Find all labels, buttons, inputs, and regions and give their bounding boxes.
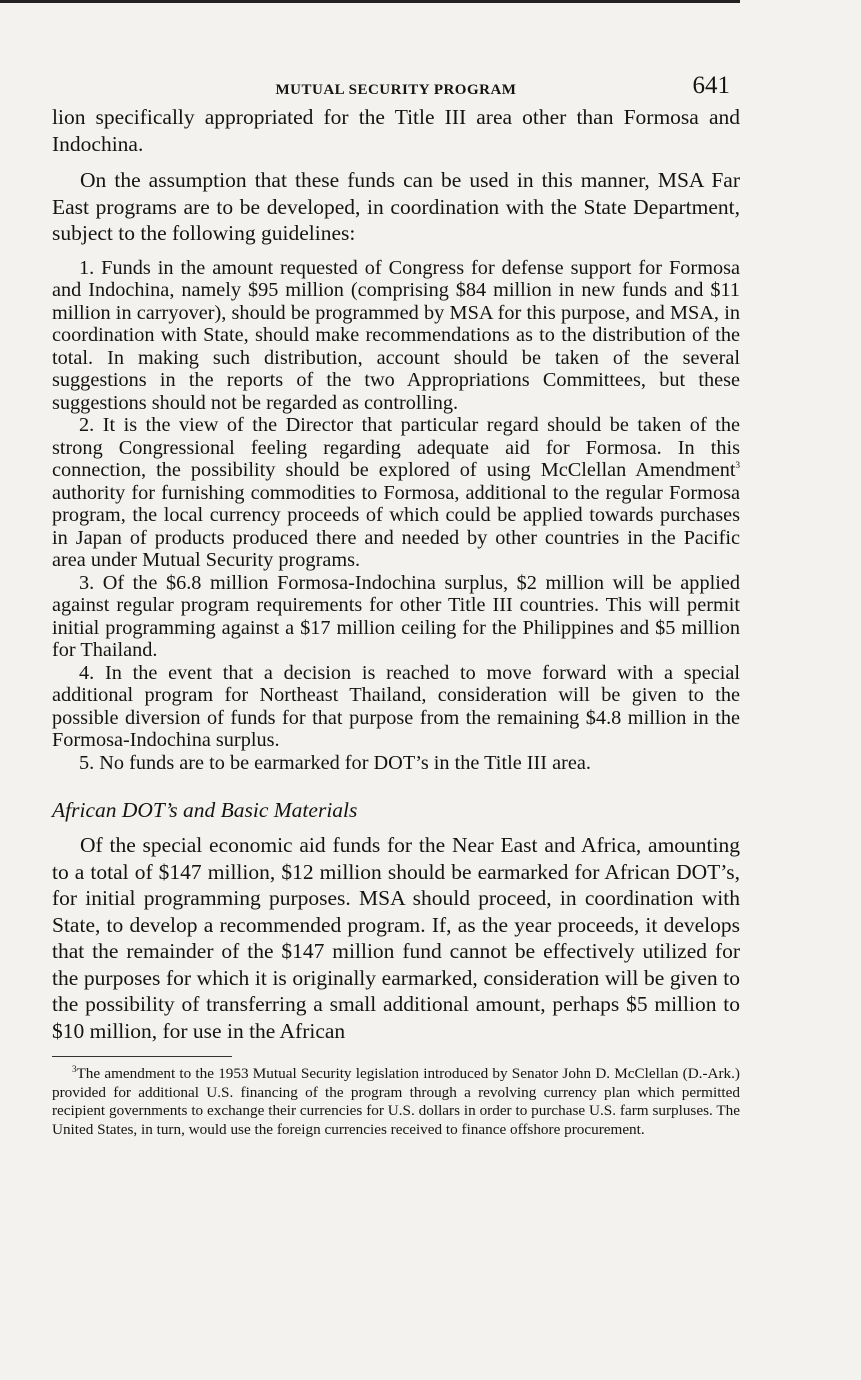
guideline-text: 2. It is the view of the Director that particular regard should be taken of the strong Congressional feeling regarding adequate aid for Formosa. In this connection, the possibility should be explored of using McClellan Amendment (52, 414, 740, 481)
document-page (52, 70, 740, 1139)
running-head-title: MUTUAL SECURITY PROGRAM (275, 82, 517, 98)
guideline-item: 4. In the event that a decision is reached to move forward with a special additional program for Northeast Thailand, consideration will be given to the possible diversion of funds for that purpose from the remaining $4.8 million in the Formosa-Indochina surplus. (52, 661, 740, 751)
footnote-rule (52, 1056, 232, 1057)
intro-paragraph: On the assumption that these funds can be used in this manner, MSA Far East programs are to be developed, in coordination with the State Department, subject to the following guidelines: (52, 168, 740, 245)
guideline-item: 3. Of the $6.8 million Formosa-Indochina surplus, $2 million will be applied against regular program requirements for other Title III countries. This will permit initial programming against a $17 million ceiling for the Philippines and $5 million for Thailand. (52, 571, 740, 661)
guidelines-list (52, 257, 740, 775)
guideline-item: 1. Funds in the amount requested of Congress for defense support for Formosa and Indochina, namely $95 million (comprising $84 million in new funds and $11 million in carryover), should be programmed by MSA for this purpose, and MSA, in coordination with State, should make recommendations as to the distribution of the total. In making such distribution, account should be taken of the several suggestions in the reports of the two Appropriations Committees, but these suggestions should not be regarded as controlling. (52, 256, 740, 414)
guideline-item: 5. No funds are to be earmarked for DOT’s in the Title III area. (79, 751, 591, 774)
carryover-paragraph: lion specifically appropriated for the Title III area other than Formosa and Indochina. (52, 105, 740, 156)
footnote-marker: 3 (72, 1063, 77, 1074)
running-head (52, 70, 740, 104)
guideline-item (52, 414, 740, 572)
african-paragraph: Of the special economic aid funds for the Near East and Africa, amounting to a total of $147 million, $12 million should be earmarked for African DOT’s, for initial programming purposes. MSA should proceed, in coordination with State, to develop a recommended program. If, as the year proceeds, it develops that the remainder of the $147 million fund cannot be effectively utilized for the purposes for which it is originally earmarked, consideration will be given to the possibility of transferring a small additional amount, perhaps $5 million to $10 million, for use in the African (52, 833, 740, 1043)
top-rule (0, 0, 740, 3)
footnote-reference: 3 (735, 460, 740, 471)
section-heading: African DOT’s and Basic Materials (52, 798, 358, 822)
footnote (52, 1065, 740, 1139)
footnote-text: The amendment to the 1953 Mutual Security legislation introduced by Senator John D. McClellan (D.-Ark.) provided for additional U.S. financing of the program through a revolving currency plan which permitted recipient governments to exchange their currencies for U.S. dollars in order to purchase U.S. farm surpluses. The United States, in turn, would use the foreign currencies received to finance offshore procurement. (52, 1065, 740, 1138)
guideline-text: authority for furnishing commodities to Formosa, additional to the regular Formosa program, the local currency proceeds of which could be applied towards purchases in Japan of products produced there and needed by other countries in the Pacific area under Mutual Security programs. (52, 481, 740, 571)
page-number: 641 (692, 72, 730, 99)
